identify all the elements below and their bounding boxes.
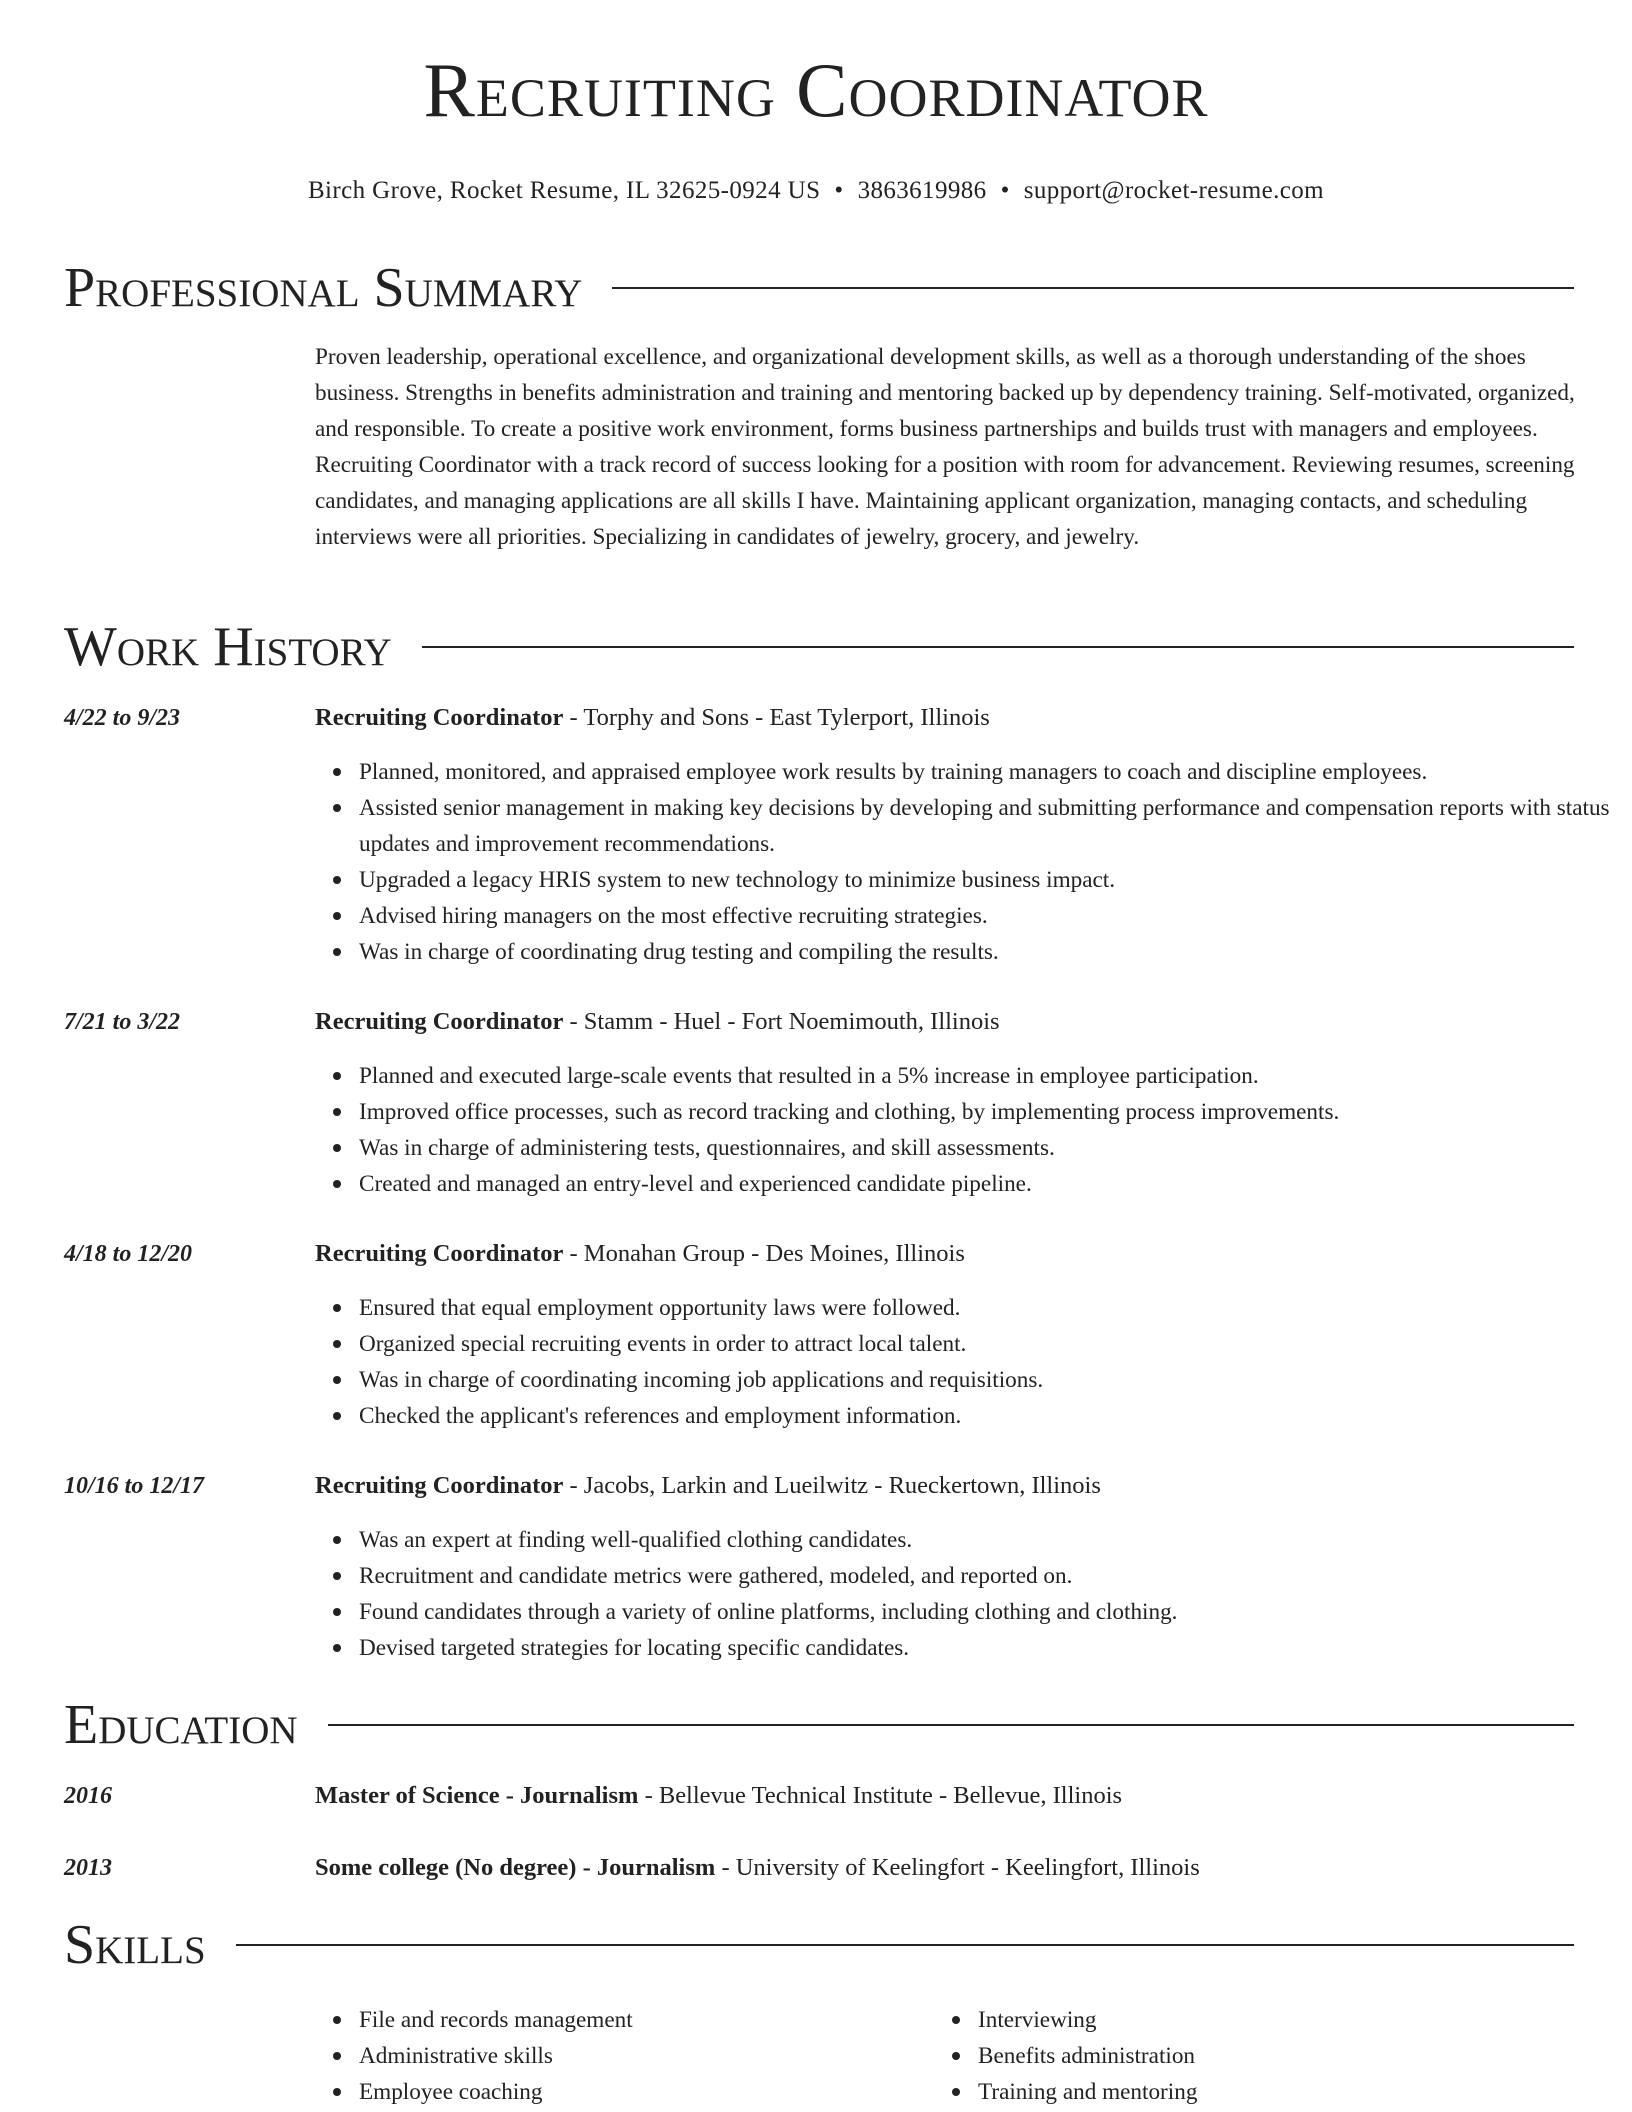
- school-details: - University of Keelingfort - Keelingfort, Illinois: [715, 1854, 1200, 1881]
- skills-list-left: [315, 2002, 919, 2110]
- skills-list-right: [934, 2002, 1538, 2110]
- section-title-education: Education: [64, 1695, 328, 1755]
- work-bullets: [315, 1522, 1618, 1666]
- list-item: Advised hiring managers on the most effective recruiting strategies.: [359, 898, 1618, 934]
- job-details: - Jacobs, Larkin and Lueilwitz - Rueckertown, Illinois: [563, 1472, 1101, 1499]
- school-details: - Bellevue Technical Institute - Bellevue, Illinois: [638, 1782, 1123, 1809]
- list-item: Was in charge of coordinating incoming job applications and requisitions.: [359, 1362, 1618, 1398]
- list-item: Upgraded a legacy HRIS system to new technology to minimize business impact.: [359, 862, 1618, 898]
- section-title-summary: Professional Summary: [64, 258, 612, 318]
- contact-phone: 3863619986: [857, 177, 987, 204]
- contact-separator: •: [1000, 177, 1010, 204]
- section-header-work: [64, 617, 1574, 677]
- job-title: Recruiting Coordinator: [315, 1472, 564, 1499]
- degree: Some college (No degree) - Journalism: [315, 1854, 716, 1881]
- work-heading: [315, 1004, 1000, 1040]
- list-item: File and records management: [359, 2002, 919, 2038]
- job-title: Recruiting Coordinator: [315, 1008, 564, 1035]
- list-item: Administrative skills: [359, 2038, 919, 2074]
- contact-address: Birch Grove, Rocket Resume, IL 32625-0924 US: [307, 177, 821, 204]
- work-heading: [315, 1236, 965, 1272]
- education-heading: [315, 1778, 1122, 1814]
- list-item: Was an expert at finding well-qualified clothing candidates.: [359, 1522, 1618, 1558]
- job-details: - Monahan Group - Des Moines, Illinois: [563, 1240, 965, 1267]
- list-item: Ensured that equal employment opportunity laws were followed.: [359, 1290, 1618, 1326]
- contact-separator: •: [834, 177, 844, 204]
- job-details: - Stamm - Huel - Fort Noemimouth, Illinois: [563, 1008, 1000, 1035]
- job-title: Recruiting Coordinator: [315, 704, 564, 731]
- list-item: Improved office processes, such as record tracking and clothing, by implementing process improvements.: [359, 1094, 1618, 1130]
- contact-line: [0, 176, 1632, 206]
- list-item: Interviewing: [978, 2002, 1538, 2038]
- list-item: Devised targeted strategies for locating specific candidates.: [359, 1630, 1618, 1666]
- section-title-skills: Skills: [64, 1915, 236, 1975]
- list-item: Checked the applicant's references and employment information.: [359, 1398, 1618, 1434]
- section-header-skills: [64, 1915, 1574, 1975]
- work-date: 4/18 to 12/20: [64, 1241, 193, 1267]
- education-year: 2013: [64, 1855, 112, 1881]
- list-item: Organized special recruiting events in order to attract local talent.: [359, 1326, 1618, 1362]
- work-date: 7/21 to 3/22: [64, 1009, 181, 1035]
- list-item: Was in charge of administering tests, questionnaires, and skill assessments.: [359, 1130, 1618, 1166]
- education-year: 2016: [64, 1783, 112, 1809]
- work-heading: [315, 700, 990, 736]
- list-item: Recruitment and candidate metrics were gathered, modeled, and reported on.: [359, 1558, 1618, 1594]
- education-heading: [315, 1850, 1200, 1886]
- degree: Master of Science - Journalism: [315, 1782, 639, 1809]
- job-title: Recruiting Coordinator: [315, 1240, 564, 1267]
- contact-email[interactable]: support@rocket-resume.com: [1023, 177, 1325, 204]
- list-item: Was in charge of coordinating drug testing and compiling the results.: [359, 934, 1618, 970]
- list-item: Training and mentoring: [978, 2074, 1538, 2110]
- list-item: Found candidates through a variety of online platforms, including clothing and clothing.: [359, 1594, 1618, 1630]
- section-header-summary: [64, 258, 1574, 318]
- work-bullets: [315, 1058, 1618, 1202]
- job-details: - Torphy and Sons - East Tylerport, Illinois: [563, 704, 990, 731]
- list-item: Benefits administration: [978, 2038, 1538, 2074]
- list-item: Planned and executed large-scale events that resulted in a 5% increase in employee participation.: [359, 1058, 1618, 1094]
- list-item: Employee coaching: [359, 2074, 919, 2110]
- work-bullets: [315, 1290, 1618, 1434]
- section-header-education: [64, 1695, 1574, 1755]
- work-date: 4/22 to 9/23: [64, 705, 181, 731]
- summary-text: Proven leadership, operational excellence, and organizational development skills, as well as a thorough understanding of the shoes business. Strengths in benefits administration and training and mentoring backed up by dependency training. Self-motivated, organized, and responsible. To create a positive work environment, forms business partnerships and builds trust with managers and employees. Recruiting Coordinator with a track record of success looking for a position with room for advancement. Reviewing resumes, screening candidates, and managing applications are all skills I have. Maintaining applicant organization, managing contacts, and scheduling interviews were all priorities. Specializing in candidates of jewelry, grocery, and jewelry.: [315, 344, 1575, 550]
- work-bullets: [315, 754, 1618, 970]
- section-divider: [64, 1944, 1574, 1946]
- work-date: 10/16 to 12/17: [64, 1473, 205, 1499]
- section-title-work: Work History: [64, 617, 422, 677]
- list-item: Created and managed an entry-level and experienced candidate pipeline.: [359, 1166, 1618, 1202]
- list-item: Planned, monitored, and appraised employee work results by training managers to coach and discipline employees.: [359, 754, 1618, 790]
- list-item: Assisted senior management in making key decisions by developing and submitting performance and compensation reports with status updates and improvement recommendations.: [359, 790, 1618, 862]
- candidate-name: Recruiting Coordinator: [423, 47, 1209, 133]
- work-heading: [315, 1468, 1101, 1504]
